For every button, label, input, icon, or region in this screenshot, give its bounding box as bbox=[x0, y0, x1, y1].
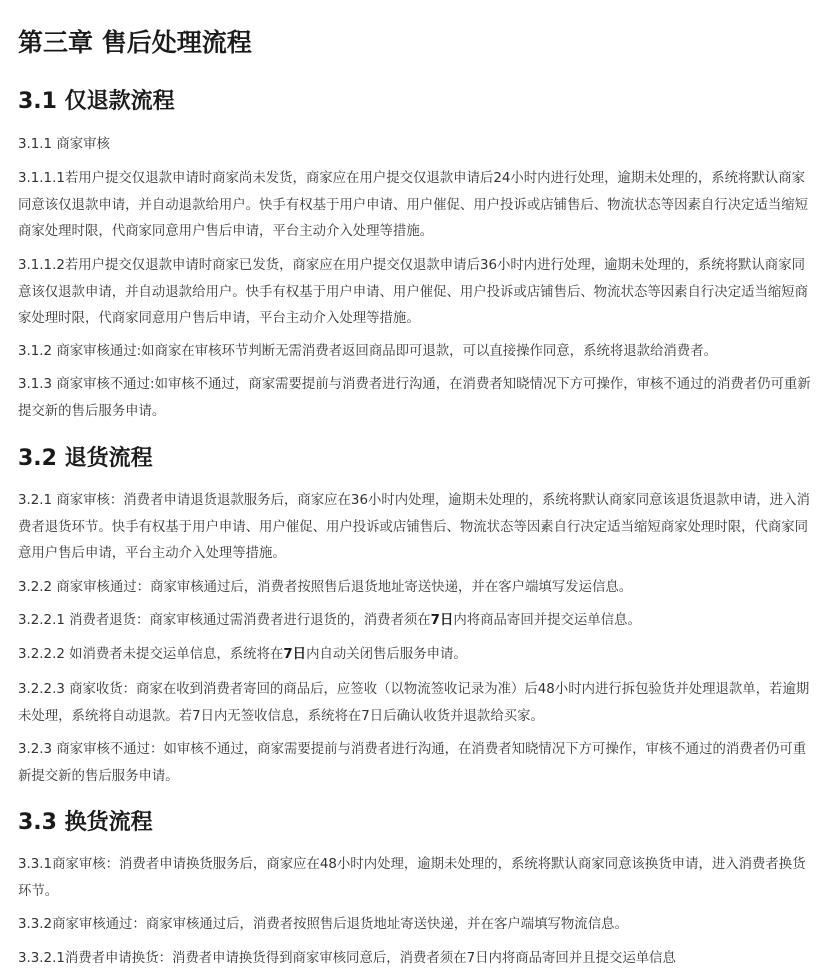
paragraph-3-2-2-1-text: 3.2.2.1 消费者退货：商家审核通过需消费者进行退货的，消费者须在 bbox=[18, 613, 431, 628]
paragraph-3-2-2: 3.2.2 商家审核通过：商家审核通过后，消费者按照售后退货地址寄送快递，并在客户端填写发运信息。 bbox=[18, 580, 633, 595]
paragraph-3-2-2-2-bold: 7日 bbox=[283, 647, 307, 662]
paragraph-3-2-2-1 bbox=[18, 608, 818, 635]
paragraph-3-1-1: 3.1.1 商家审核 bbox=[18, 137, 110, 152]
paragraph-3-2-2-2-text: 3.2.2.2 如消费者未提交运单信息，系统将在 bbox=[18, 647, 284, 662]
paragraph-3-1-2: 3.1.2 商家审核通过:如商家在审核环节判断无需消费者返回商品即可退款，可以直接操作同意，系统将退款给消费者。 bbox=[18, 344, 717, 359]
paragraph-3-1-1-2: 3.1.1.2若用户提交仅退款申请时商家已发货，商家应在用户提交仅退款申请后36小时内进行处理，逾期未处理的，系统将默认商家同意该仅退款申请，并自动退款给用户。快手有权基于用户申请、用户催促、用户投诉或店铺售后、物流状态等因素自行决定适当缩短商家处理时限，代商家同意用户售后申请，平台主动介入处理等措施。 bbox=[18, 258, 809, 326]
paragraph-3-1-1-1: 3.1.1.1若用户提交仅退款申请时商家尚未发货，商家应在用户提交仅退款申请后24小时内进行处理，逾期未处理的，系统将默认商家同意该仅退款申请，并自动退款给用户。快手有权基于用户申请、用户催促、用户投诉或店铺售后、物流状态等因素自行决定适当缩短商家处理时限，代商家同意用户售后申请，平台主动介入处理等措施。 bbox=[18, 171, 809, 239]
paragraph-3-3-1: 3.3.1商家审核：消费者申请换货服务后，商家应在48小时内处理，逾期未处理的，系统将默认商家同意该换货申请，进入消费者换货环节。 bbox=[18, 857, 806, 899]
paragraph-3-2-3: 3.2.3 商家审核不通过：如审核不通过，商家需要提前与消费者进行沟通，在消费者知晓情况下方可操作，审核不通过的消费者仍可重新提交新的售后服务申请。 bbox=[18, 742, 807, 784]
paragraph-3-2-2-3: 3.2.2.3 商家收货：商家在收到消费者寄回的商品后，应签收（以物流签收记录为准）后48小时内进行拆包验货并处理退款单，若逾期未处理，系统将自动退款。若7日内无签收信息，系统将在7日后确认收货并退款给买家。 bbox=[18, 682, 810, 724]
section-heading-3-2: 3.2 退货流程 bbox=[18, 446, 153, 471]
chapter-title: 第三章 售后处理流程 bbox=[18, 28, 252, 57]
section-heading-3-1: 3.1 仅退款流程 bbox=[18, 89, 175, 114]
paragraph-3-2-2-1-bold: 7日 bbox=[430, 613, 454, 628]
paragraph-3-1-3: 3.1.3 商家审核不通过:如审核不通过，商家需要提前与消费者进行沟通，在消费者知晓情况下方可操作，审核不通过的消费者仍可重新提交新的售后服务申请。 bbox=[18, 377, 811, 419]
paragraph-3-3-2-1-partial: 3.3.2.1消费者申请换货：消费者申请换货得到商家审核同意后，消费者须在7日内将商品寄回并且提交运单信息 bbox=[18, 951, 676, 966]
paragraph-3-2-2-2 bbox=[18, 642, 818, 669]
paragraph-3-2-1: 3.2.1 商家审核：消费者申请退货退款服务后，商家应在36小时内处理，逾期未处理的，系统将默认商家同意该退货退款申请，进入消费者退货环节。快手有权基于用户申请、用户催促、用户投诉或店铺售后、物流状态等因素自行决定适当缩短商家处理时限，代商家同意用户售后申请，平台主动介入处理等措施。 bbox=[18, 493, 810, 561]
paragraph-3-3-2: 3.3.2商家审核通过：商家审核通过后，消费者按照售后退货地址寄送快递，并在客户端填写物流信息。 bbox=[18, 917, 628, 932]
paragraph-3-2-2-1-tail: 内将商品寄回并提交运单信息。 bbox=[453, 613, 641, 628]
section-heading-3-3: 3.3 换货流程 bbox=[18, 810, 153, 835]
paragraph-3-2-2-2-tail: 内自动关闭售后服务申请。 bbox=[306, 647, 467, 662]
